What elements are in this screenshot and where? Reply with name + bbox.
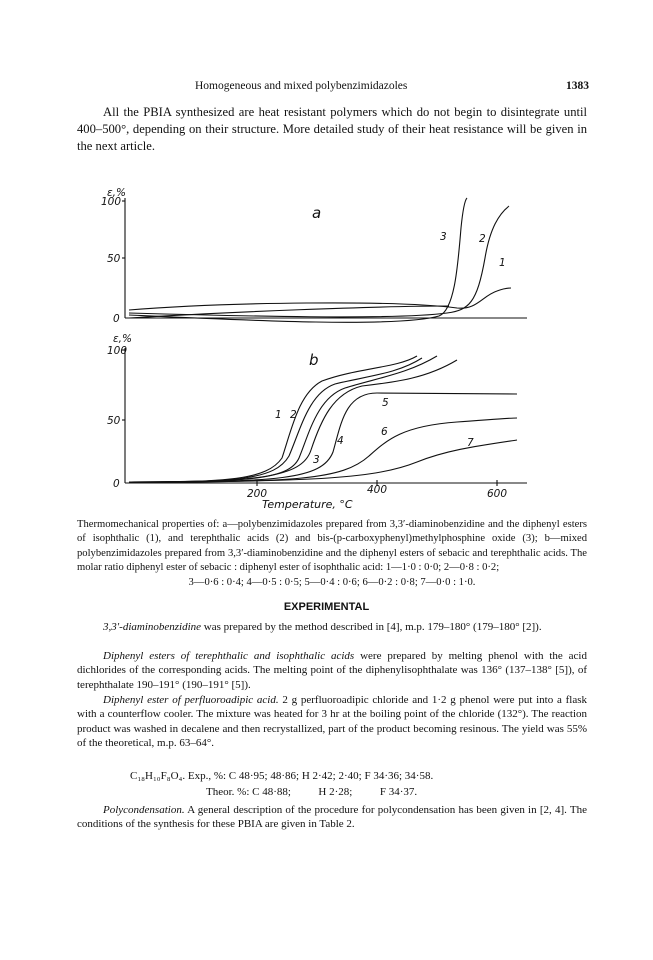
thermomechanical-figure <box>77 188 547 513</box>
paragraph-text: 2 g perfluoroadipic chloride and 1·2 g phenol were put into a flask with a counterflow cooler. The mixture was heated for 3 hr at the boiling point of the chloride (132°). The reaction product was washed in decalene and then recrystallized, part of the product becoming resinous. The yield was 55% of the theoretical, m.p. 63–64°. <box>77 694 588 750</box>
panel-b-curve-label: 1 <box>275 409 282 421</box>
panel-b-curve-label: 7 <box>467 437 474 449</box>
panel-b-y-tick: 50 <box>107 415 121 427</box>
panel-a-curve-1 <box>129 288 511 310</box>
paragraph-text: A general description of the procedure for polycondensation has been given in [2, 4]. The conditions of the synthesis for these PBIA are given in Table 2. <box>77 804 587 831</box>
paragraph-lead: Polycondensation. <box>103 804 185 816</box>
paragraph-lead: Diphenyl esters of terephthalic and isophthalic acids <box>103 650 355 662</box>
panel-b-y-label: ε,% <box>113 333 132 345</box>
panel-b-curve-label: 4 <box>337 435 344 447</box>
panel-a-y-tick: 50 <box>107 253 121 265</box>
paragraph-perfluoroadipic <box>77 693 587 751</box>
panel-b-x-tick: 400 <box>367 484 388 496</box>
panel-a-curve-2 <box>129 206 509 317</box>
panel-a-curve-label: 2 <box>479 233 486 245</box>
panel-a-curve-label: 1 <box>499 257 506 269</box>
paragraph-diphenyl-esters <box>77 649 587 692</box>
section-heading: EXPERIMENTAL <box>283 601 370 613</box>
figure-caption <box>77 518 587 590</box>
paragraph-lead: 3,3′-diaminobenzidine <box>103 621 202 633</box>
panel-b-y-tick: 100 <box>107 345 128 357</box>
caption-last-line: 3—0·6 : 0·4; 4—0·5 : 0·5; 5—0·4 : 0·6; 6—0·2 : 0·8; 7—0·0 : 1·0. <box>188 576 476 588</box>
panel-b-curve-label: 2 <box>290 409 297 421</box>
panel-b-label: b <box>309 351 319 369</box>
panel-a-y-tick: 100 <box>101 196 122 208</box>
panel-b-curve-1 <box>129 356 417 482</box>
paragraph-diaminobenzidine <box>77 620 587 634</box>
panel-a-y-label: ε,% <box>107 188 126 199</box>
paragraph-text: were prepared by melting phenol with the acid dichlorides of the corresponding acids. The melting point of the diphenylisophthalate was 136° (137–138° [5]), of terephthalate 190–191° (190–191° [5]). <box>77 650 587 691</box>
running-title: Homogeneous and mixed polybenzimidazoles <box>195 80 408 92</box>
panel-a-curve-label: 3 <box>440 231 447 243</box>
formula-experimental: C₁₈H₁₀F₈O₄. Exp., %: C 48·95; 48·86; H 2·42; 2·40; F 34·36; 34·58. <box>130 770 434 782</box>
panel-b-curve-4 <box>129 360 457 482</box>
paragraph-lead: Diphenyl ester of perfluoroadipic acid. <box>103 694 279 706</box>
intro-paragraph: All the PBIA synthesized are heat resistant polymers which do not begin to disintegrate until 400–500°, depending on their structure. More detailed study of their heat resistance will be given in the next article. <box>77 105 587 153</box>
panel-a-label: a <box>312 204 322 222</box>
panel-b-y-tick: 0 <box>113 478 120 490</box>
panel-b-x-tick: 600 <box>487 488 508 500</box>
panel-b-x-label: Temperature, °C <box>262 498 353 511</box>
paragraph-text: was prepared by the method described in [4], m.p. 179–180° (179–180° [2]). <box>201 621 542 633</box>
panel-b-curve-label: 6 <box>381 426 388 438</box>
page-number: 1383 <box>566 80 589 92</box>
panel-b-curve-label: 5 <box>382 397 389 409</box>
panel-b-x-tick: 200 <box>247 488 268 500</box>
caption-main: Thermomechanical properties of: a—polybenzimidazoles prepared from 3,3′-diaminobenzidine and the diphenyl esters of isophthalic (1), and terephthalic acids (2) and bis-(p-carboxyphenyl)methylphosphine oxide (3); b—mixed polybenzimidazoles prepared from 3,3′-diaminobenzidine and the diphenyl esters of sebacic and terephthalic acids. The molar ratio diphenyl ester of sebacic : diphenyl ester of isophthalic acid: 1—1·0 : 0·0; 2—0·8 : 0·2; <box>77 519 587 574</box>
panel-b-curve-5 <box>129 393 517 482</box>
panel-b-curve-label: 3 <box>313 454 320 466</box>
paragraph-polycondensation <box>77 803 587 832</box>
panel-a-curve-3 <box>129 198 467 322</box>
formula-theoretical: Theor. %: C 48·88; H 2·28; F 34·37. <box>206 786 418 798</box>
panel-a-y-tick: 0 <box>113 313 120 325</box>
